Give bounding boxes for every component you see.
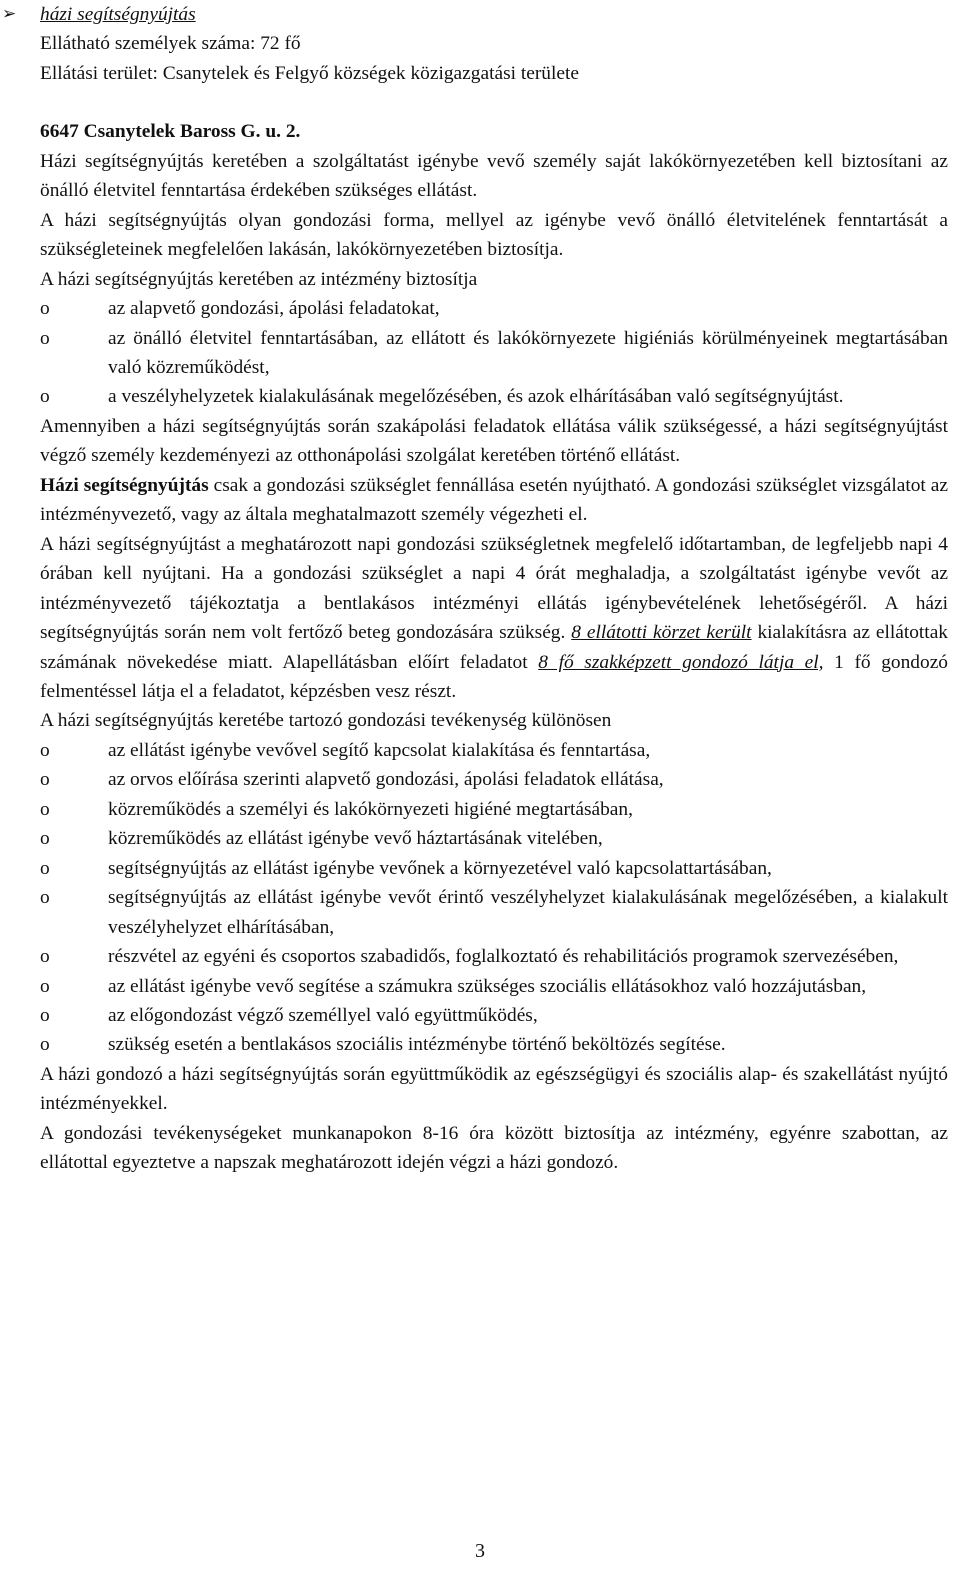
address-line: 6647 Csanytelek Baross G. u. 2. [40,121,301,143]
list-item: o az előgondozást végző személlyel való együttműködés, [40,1001,948,1030]
paragraph: A gondozási tevékenységeket munkanapokon 8-16 óra között biztosítja az intézmény, egyénre szabottan, az ellátottal egyeztetve a napszak meghatározott idején végzi a házi gondozó. [40,1122,948,1174]
circle-bullet-icon: o [40,975,50,997]
paragraph: Házi segítségnyújtás csak a gondozási szükséglet fennállása esetén nyújtható. A gondozási szükséglet vizsgálatot az intézményvezető, vagy az általa meghatalmazott személy végezheti el. [40,474,948,526]
service-area-line: Ellátási terület: Csanytelek és Felgyő községek közigazgatási területe [40,62,579,84]
list-item: o az önálló életvitel fenntartásában, az ellátott és lakókörnyezete higiéniás körülményeinek megtartásában való közreműködést, [40,324,948,383]
list-item: o segítségnyújtás az ellátást igénybe vevőnek a környezetével való kapcsolattartásában, [40,854,948,883]
section-heading [2,0,948,88]
list-item: o szükség esetén a bentlakásos szociális intézménybe történő beköltözés segítése. [40,1030,948,1059]
list-item: o közreműködés a személyi és lakókörnyezeti higiéné megtartásában, [40,795,948,824]
circle-bullet-icon: o [40,386,50,408]
spacer [40,88,948,117]
list-item: o az orvos előírása szerinti alapvető gondozási, ápolási feladatok ellátása, [40,765,948,794]
capacity-line: Ellátható személyek száma: 72 fő [40,33,301,55]
list-item: o a veszélyhelyzetek kialakulásának megelőzésében, és azok elhárításában való segítségnyújtást. [40,382,948,411]
circle-bullet-icon: o [40,887,50,909]
arrow-bullet-icon: ➢ [2,4,17,24]
paragraph: A házi segítségnyújtás keretébe tartozó gondozási tevékenység különösen [40,710,612,732]
circle-bullet-icon: o [40,298,50,320]
circle-bullet-icon: o [40,739,50,761]
circle-bullet-icon: o [40,828,50,850]
paragraph: A házi gondozó a házi segítségnyújtás során együttműködik az egészségügyi és szociális alap- és szakellátást nyújtó intézményekkel. [40,1063,948,1115]
list-item: o az ellátást igénybe vevő segítése a számukra szükséges szociális ellátásokhoz való hozzájutásban, [40,972,948,1001]
list-item: o az alapvető gondozási, ápolási feladatokat, [40,294,948,323]
list-item: o az ellátást igénybe vevővel segítő kapcsolat kialakítása és fenntartása, [40,736,948,765]
paragraph: A házi segítségnyújtás olyan gondozási forma, mellyel az igénybe vevő önálló életvitelének fenntartását a szükségleteinek megfelelően lakásán, lakókörnyezetében biztosítja. [40,209,948,261]
paragraph: A házi segítségnyújtás keretében az intézmény biztosítja [40,268,478,290]
circle-bullet-icon: o [40,946,50,968]
list-item: o részvétel az egyéni és csoportos szabadidős, foglalkoztató és rehabilitációs programok szervezésében, [40,942,948,971]
section-title: házi segítségnyújtás [40,4,196,25]
list-item: o közreműködés az ellátást igénybe vevő háztartásának vitelében, [40,824,948,853]
list-item: o segítségnyújtás az ellátást igénybe vevőt érintő veszélyhelyzet kialakulásának megelőzésében, a kialakult veszélyhelyzet elhárításában, [40,883,948,942]
provided-services-list [40,294,948,412]
paragraph: Házi segítségnyújtás keretében a szolgáltatást igénybe vevő személy saját lakókörnyezetében kell biztosítani az önálló életvitel fenntartása érdekében szükséges ellátást. [40,150,948,202]
paragraph: A házi segítségnyújtást a meghatározott napi gondozási szükségletnek megfelelő időtartamban, de legfeljebb napi 4 órában kell nyújtani. Ha a gondozási szükséglet a napi 4 órát meghaladja, a szolgáltatást igénybe vevőt az intézményvezető tájékoztatja a bentlakásos intézményi ellátás igénybevételének lehetőségéről. A házi segítségnyújtás során nem volt fertőző beteg gondozására szükség. 8 ellátotti körzet került kialakításra az ellátottak számának növekedése miatt. Alapellátásban előírt feladatot 8 fő szakképzett gondozó látja el, 1 fő gondozó felmentéssel látja el a feladatot, képzésben vesz részt. [40,533,949,702]
circle-bullet-icon: o [40,1034,50,1056]
circle-bullet-icon: o [40,769,50,791]
page-number: 3 [475,1540,485,1562]
circle-bullet-icon: o [40,857,50,879]
paragraph: Amennyiben a házi segítségnyújtás során szakápolási feladatok ellátása válik szükségessé, a házi segítségnyújtást végző személy kezdeményezi az otthonápolási szolgálat keretében történő ellátást. [40,415,948,467]
care-activities-list [40,736,948,1060]
circle-bullet-icon: o [40,327,50,349]
document-body [2,0,949,1178]
circle-bullet-icon: o [40,1004,50,1026]
circle-bullet-icon: o [40,798,50,820]
